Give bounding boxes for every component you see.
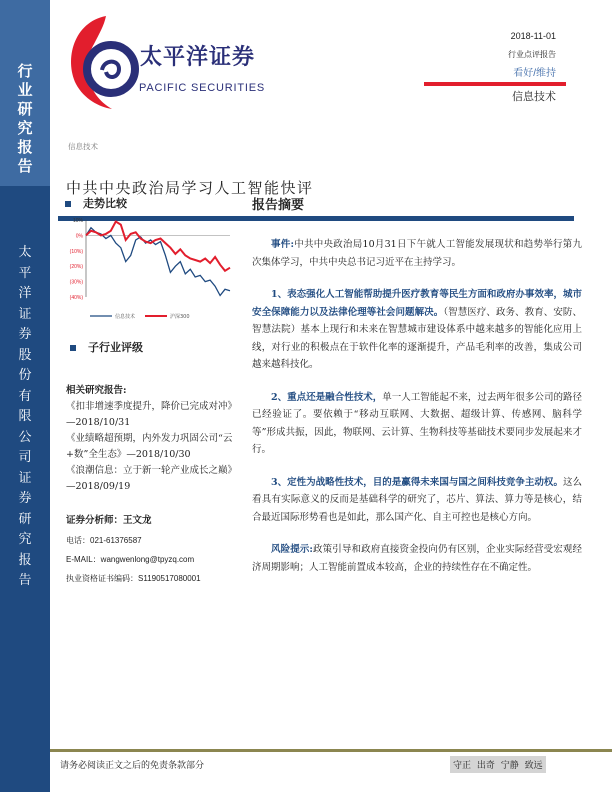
vertical-char: 券: [18, 327, 32, 342]
y-tick-label: (40%): [69, 295, 83, 301]
analyst-heading: 证券分析师：王文龙: [66, 515, 152, 526]
vertical-char: 太: [18, 245, 32, 260]
vertical-char: 限: [18, 409, 32, 424]
vertical-char: 券: [18, 491, 32, 506]
sidebar-top-label: [0, 62, 50, 176]
logo-en: PACIFIC SECURITIES: [139, 82, 266, 94]
vertical-char: 业: [17, 81, 33, 99]
series-line-1: [86, 222, 230, 271]
para-lead: 事件:: [271, 239, 295, 250]
vertical-char: 报: [18, 552, 32, 568]
para-text: 这么看具有实际意义的反而是基础科学的研究了，芯片、算法、算力等是核心，结合最近国际形势看也是如此，那么国产化、自主可控也是核心方向。: [252, 476, 582, 523]
vertical-char: 行: [17, 62, 33, 80]
legend-label: 信息技术: [115, 314, 136, 320]
related-report[interactable]: 《业绩略超预期，内外发力巩固公司“云+数”全生态》—2018/10/30: [66, 433, 233, 460]
divider: [424, 82, 566, 86]
y-tick-label: (20%): [69, 264, 83, 271]
vertical-char: 告: [18, 573, 32, 588]
summary-para: [252, 541, 582, 576]
logo-mark-icon: [64, 14, 144, 109]
related-heading: 相关研究报告:: [66, 385, 127, 396]
report-date: 2018-11-01: [510, 31, 556, 41]
y-tick-label: 0%: [75, 233, 83, 240]
vertical-char: 报: [17, 138, 33, 156]
summary-heading: 报告摘要: [252, 198, 305, 213]
trend-chart: [60, 212, 240, 327]
para-text: （智慧医疗、政务、教育、安防、智慧法院）基本上现行和未来在智慧城市建设体系中越来越多的智能化应用上线，对行业的积极点在于软件化率的逐渐提升，产品毛利率的改善，集成公司越来越科技化。: [252, 306, 582, 370]
para-lead: 2、重点还是融合性技术，: [271, 391, 383, 403]
vertical-char: 有: [18, 388, 32, 404]
logo-cn: 太平洋证券: [140, 45, 256, 70]
vertical-char: 研: [18, 511, 32, 527]
trend-heading: [65, 195, 127, 211]
summary-para: [252, 286, 582, 374]
analyst-email[interactable]: E-MAIL：wangwenlong@tpyzq.com: [66, 555, 195, 564]
vertical-char: 公: [18, 429, 32, 445]
vertical-char: 股: [18, 347, 32, 363]
analyst-license: 执业资格证书编码：S1190517080001: [66, 574, 201, 583]
analyst-info: [66, 513, 241, 588]
para-lead: 1、表态强化人工智能帮助提升医疗教育等民生方面和政府办事效率，城市安全保障能力以及法律伦理等社会问题解决。: [252, 289, 582, 318]
vertical-char: 证: [18, 470, 32, 486]
para-text: 政策引导和政府直接资金投向仍有区别，企业实际经营受宏观经济周期影响；人工智能前置成本较高，企业的持续性存在不确定性。: [252, 544, 582, 573]
sidebar-bottom-label: [0, 243, 50, 592]
vertical-char: 洋: [18, 286, 32, 301]
bullet-icon: [65, 201, 71, 207]
vertical-char: 究: [18, 532, 32, 547]
vertical-char: 证: [18, 306, 32, 322]
footer-disclaimer: 请务必阅读正文之后的免责条款部分: [60, 761, 205, 771]
para-text: 单一人工智能起不来，过去两年很多公司的路径已经验证了。要依赖于“移动互联网、大数据、超级计算、传感网、脑科学等”形成共振，因此，物联网、云计算、生物科技等基础技术要同步发展起来才行。: [252, 391, 582, 455]
breadcrumb: 信息技术: [68, 142, 98, 151]
vertical-char: 究: [17, 119, 33, 137]
summary-para: [252, 389, 582, 459]
related-reports: [66, 383, 241, 495]
report-type: 行业点评报告: [508, 50, 556, 59]
vertical-char: 平: [18, 265, 32, 281]
trend-heading-text: 走势比较: [83, 197, 127, 210]
summary-para: [252, 236, 582, 271]
vertical-char: 司: [18, 450, 32, 465]
y-tick-label: 10%: [72, 218, 83, 224]
legend-label: 沪深300: [170, 314, 190, 320]
related-report[interactable]: 《扣非增速季度提升，降价已完成对冲》—2018/10/31: [66, 401, 238, 428]
y-tick-label: (30%): [69, 279, 83, 286]
vertical-char: 研: [17, 100, 33, 118]
page-title: 中共中央政治局学习人工智能快评: [66, 179, 314, 197]
sector: 信息技术: [512, 91, 556, 103]
sub-rating-heading: [70, 339, 143, 355]
analyst-phone: 电话：021-61376587: [66, 536, 142, 545]
related-report[interactable]: 《浪潮信息：立于新一轮产业成长之巅》—2018/09/19: [66, 465, 238, 492]
y-tick-label: (10%): [69, 248, 83, 255]
vertical-char: 告: [17, 157, 33, 175]
para-lead: 3、定性为战略性技术，目的是赢得未来国与国之间科技竞争主动权。: [271, 476, 563, 488]
rating: 看好/维持: [513, 68, 556, 79]
para-text: 中共中央政治局10月31日下午就人工智能发展现状和趋势举行第九次集体学习，中共中央总书记习近平在主持学习。: [252, 239, 582, 268]
footer-slogan: 守正 出奇 宁静 致远: [450, 756, 546, 773]
sub-rating-heading-text: 子行业评级: [88, 341, 143, 354]
bullet-icon: [70, 345, 76, 351]
summary-body: [252, 236, 582, 591]
summary-para: [252, 474, 582, 527]
vertical-char: 份: [18, 368, 32, 383]
footer-divider: [50, 749, 612, 752]
para-lead: 风险提示:: [271, 544, 313, 555]
